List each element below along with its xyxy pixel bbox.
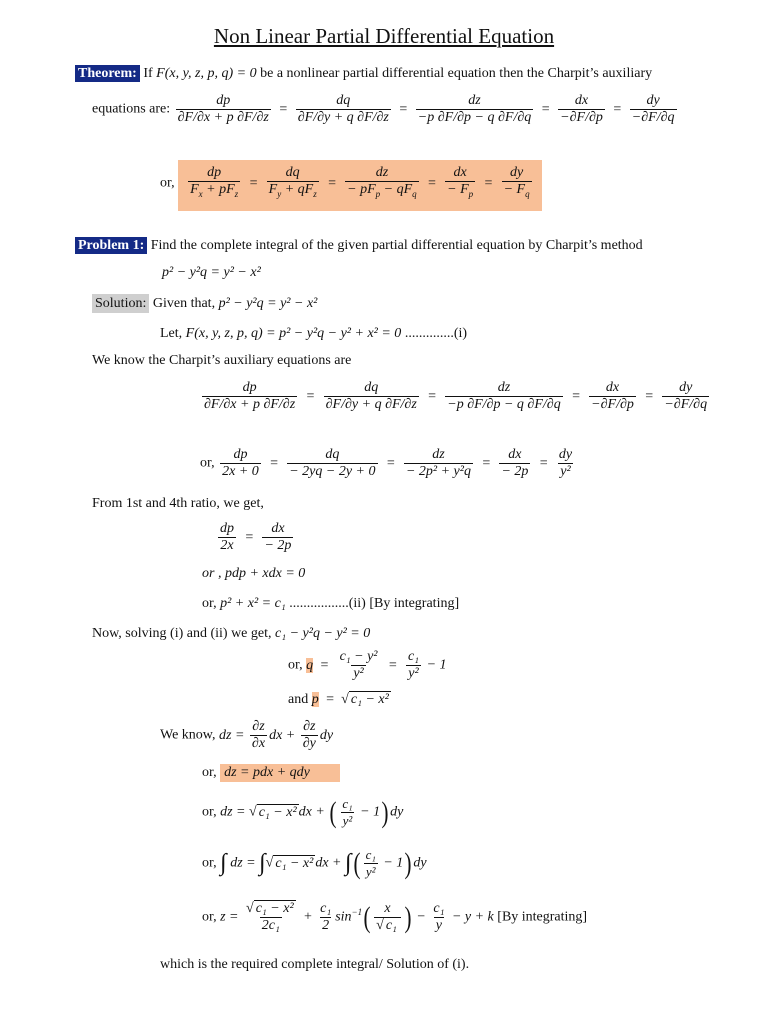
or-label: or, <box>160 175 175 191</box>
theorem-text: be a nonlinear partial differential equation then the Charpit’s auxiliary <box>260 66 653 81</box>
we-know-dz-line: We know, dz = $\frac{\partial z}{\partial x}$ dx + $\frac{\partial z}{\partial y}$ dy <box>160 719 334 751</box>
fraction: $\frac{dq}{\partial F/\partial y + q \partial F/\partial z}$ <box>297 93 389 125</box>
or-label: or, <box>202 596 217 611</box>
charpit-equations-general-2: $\frac{dp}{\partial F/\partial x + p \partial F/\partial z}$ = $\frac{dq}{\partial F/\partial y + q \partial F/\partial z}$ = $\frac{dz}{-p \partial F/\partial p - q \partial F/\partial q}$ = $\frac{dx}{-\partial F/\partial p}$ = $\frac{dy}{-\partial F/\partial q}$ <box>204 380 708 412</box>
theorem-tag: Theorem: <box>75 65 140 82</box>
now-solving-label: Now, solving (i) and (ii) we get, <box>92 626 272 641</box>
charpit-substituted: or, $\frac{dp}{2x + 0}$ = $\frac{dq}{- 2yq - 2y + 0}$ = $\frac{dz}{\text{− 2p² + y²q}}$ = $\frac{dx}{- 2p}$ = $\frac{dy}{\text{y²}}$ <box>200 447 573 479</box>
fraction: $\frac{dy}{-\partial F/\partial q}$ <box>631 93 675 125</box>
charpit-equations-general: equations are: $\frac{dp}{\partial F/\partial x + p \partial F/\partial z}$ = $\frac{dq}{\partial F/\partial y + q \partial F/\partial z}$ = $\frac{dz}{-p \partial F/\partial p - q \partial F/\partial q}$ = $\frac{dx}{-\partial F/\partial p}$ = $\frac{dy}{-\partial F/\partial q}$ <box>92 93 675 125</box>
page-title: Non Linear Partial Differential Equation <box>213 24 555 48</box>
dz-substituted: or, dz = √ c₁ − x² dx + ( $\frac{\text{c₁}}{\text{y²}}$ − 1) dy <box>202 795 404 829</box>
theorem-expr: F(x, y, z, p, q) = 0 <box>156 66 257 81</box>
conclusion: which is the required complete integral/ Solution of (i). <box>160 957 470 972</box>
final-solution: or, z = $\frac{\text{√ c₁ − x²}}{\text{2c₁}}$ + $\frac{\text{c₁}}{2}$ $\sin^{-1}$( $\frac{x}{\text{√ c₁}}$ ) − $\frac{\text{c₁}}{y}$ − y + k [By integrating] <box>202 900 588 934</box>
equation-label-ii: .................(ii) <box>289 596 366 611</box>
integrated-equation: p² + x² = c₁ <box>220 596 286 611</box>
equations-are-label: equations are: <box>92 101 171 117</box>
from-ratio-line: From 1st and 4th ratio, we get, <box>92 496 264 511</box>
by-integrating-note: [By integrating] <box>369 596 460 611</box>
we-know-label: We know, <box>160 727 216 743</box>
given-label: Given that, <box>152 296 216 311</box>
equation-label-i: ..............(i) <box>404 326 468 341</box>
given-equation: p² − y²q = y² − x² <box>218 296 318 311</box>
let-equation: F(x, y, z, p, q) = p² − y²q − y² + x² = 0 <box>185 326 402 341</box>
or-pdp-line: or , pdp + xdx = 0 <box>202 566 306 581</box>
p-equation: and p = √ c₁ − x² <box>288 692 389 707</box>
problem-line <box>75 238 643 254</box>
we-know-charpit: We know the Charpit’s auxiliary equations are <box>92 353 352 368</box>
fraction: $\frac{dx}{-\partial F/\partial p}$ <box>560 93 603 125</box>
problem-text: Find the complete integral of the given partial differential equation by Charpit’s method <box>150 238 643 253</box>
ratio-equation: $\frac{dp}{2x}$ = $\frac{dx}{- 2p}$ <box>220 521 292 553</box>
dz-highlight-line: or, dz = pdx + qdy <box>202 764 340 782</box>
solution-line <box>92 296 317 312</box>
integral-equation: or, ∫ dz = ∫√ c₁ − x² dx + ∫( $\frac{\text{c₁}}{\text{y²}}$ − 1) dy <box>202 846 427 880</box>
q-equation: or, q = $\frac{\text{c₁ − y²}}{\text{y²}}$ = $\frac{\text{c₁}}{\text{y²}}$ − 1 <box>288 649 447 681</box>
theorem-if: If <box>143 66 153 81</box>
fraction: $\frac{dz}{-p \partial F/\partial p - q \partial F/\partial q}$ <box>417 93 532 125</box>
let-line <box>160 326 467 342</box>
problem-tag: Problem 1: <box>75 237 147 254</box>
now-equation: c₁ − y²q − y² = 0 <box>275 626 371 641</box>
charpit-equations-short <box>160 160 542 211</box>
dz-highlighted: dz = pdx + qdy <box>220 764 340 782</box>
highlighted-equation: $\frac{dp}{F_x + pF_z}$ = $\frac{dq}{F_y + qF_z}$ = $\frac{dz}{- pF_p - qF_q}$ = $\frac{dx}{- F_p}$ = $\frac{dy}{- F_q}$ <box>178 160 541 211</box>
now-solving-line <box>92 626 370 642</box>
and-label: and <box>288 692 309 707</box>
solution-tag: Solution: <box>92 294 149 313</box>
fraction: $\frac{dp}{\partial F/\partial x + p \partial F/\partial z}$ <box>177 93 269 125</box>
integrated-line <box>202 596 459 612</box>
theorem-line <box>75 66 652 82</box>
let-label: Let, <box>160 326 183 341</box>
by-integrating-note-2: [By integrating] <box>497 909 588 925</box>
problem-equation: p² − y²q = y² − x² <box>162 265 261 280</box>
